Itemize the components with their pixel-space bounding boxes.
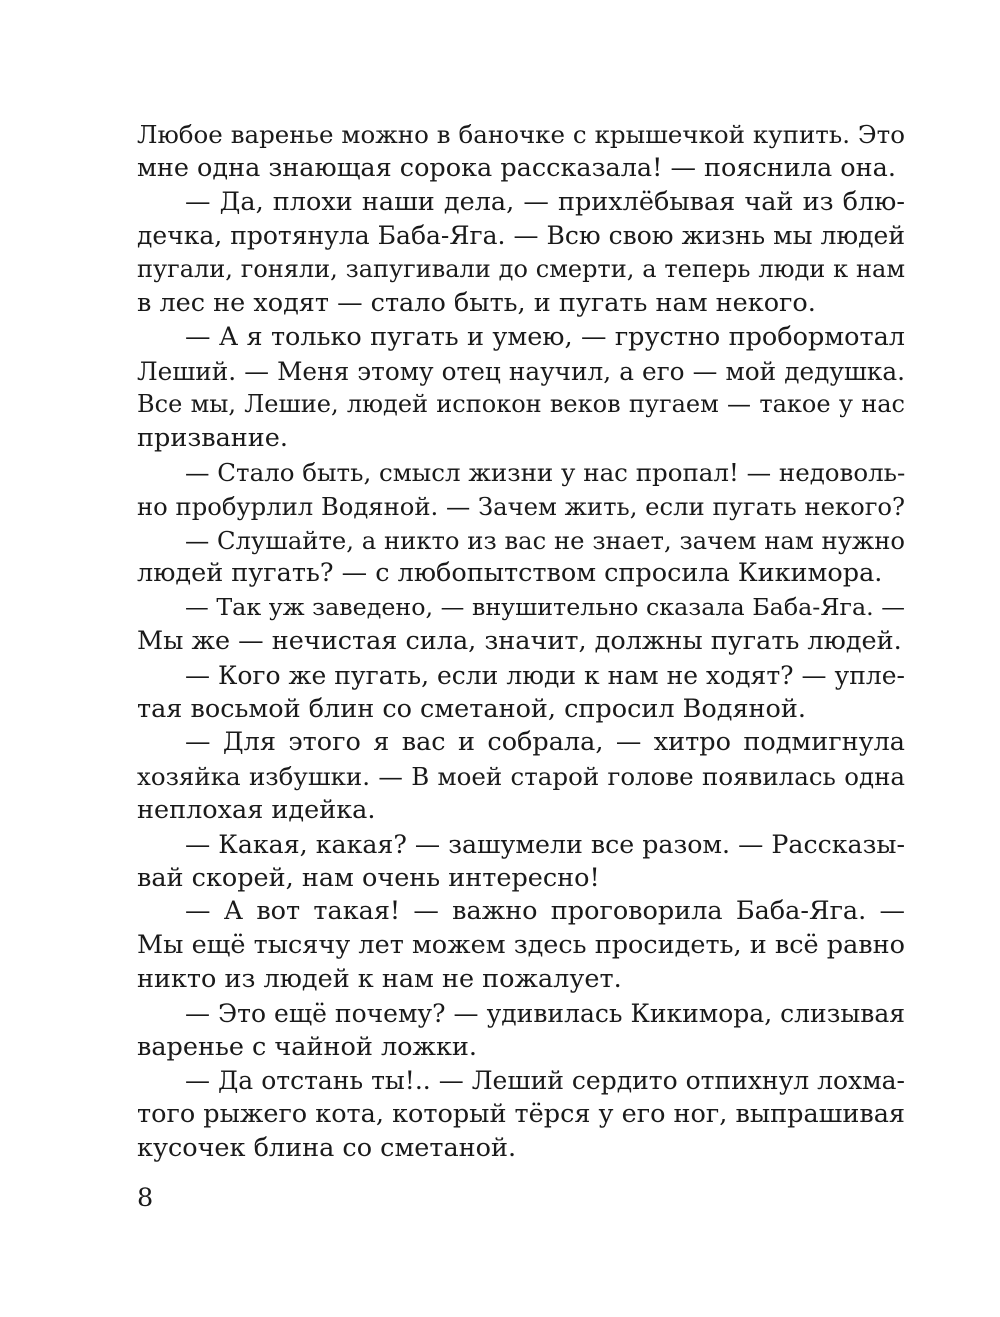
text-line: мне одна знающая сорока рассказала! — пояснила она. [137,152,896,183]
text-line: — А я только пугать и умею, — грустно пробормотал [185,321,905,352]
text-line: — Да отстань ты!.. — Леший сердито отпихнул лохма- [185,1066,905,1096]
text-line: того рыжего кота, который тёрся у его ног, выпрашивая [137,1099,906,1130]
text-line: — А вот такая! — важно проговорила Баба-Яга. — [185,896,905,927]
text-line: дечка, протянула Баба-Яга. — Всю свою жизнь мы людей [137,221,905,251]
text-line: но пробурлил Водяной. — Зачем жить, если пугать некого? [137,491,905,521]
text-line: Все мы, Лешие, людей испокон веков пугаем — такое у нас [137,390,905,419]
text-line: Мы ещё тысячу лет можем здесь просидеть, и всё равно [137,930,905,961]
body-text [137,118,905,1166]
page-number: 8 [137,1183,154,1213]
text-line: тая восьмой блин со сметаной, спросил Водяной. [137,693,806,724]
text-line: неплохая идейка. [137,794,376,825]
text-line: — Так уж заведено, — внушительно сказала Баба-Яга. — [185,593,905,622]
text-line: — Это ещё почему? — удивилась Кикимора, слизывая [185,998,905,1028]
text-line: Мы же — нечистая сила, значит, должны пугать людей. [137,625,902,656]
text-line: Леший. — Меня этому отец научил, а его — мой дедушка. [137,356,905,386]
text-line: пугали, гоняли, запугивали до смерти, а теперь люди к нам [137,255,905,284]
text-line: в лес не ходят — стало быть, и пугать нам некого. [137,287,816,318]
text-line: — Кого же пугать, если люди к нам не ходят? — упле- [185,660,905,690]
text-line: — Слушайте, а никто из вас не знает, зачем нам нужно [185,525,905,555]
text-line: варенье с чайной ложки. [137,1031,477,1062]
text-line: людей пугать? — с любопытством спросила Кикимора. [137,558,883,589]
text-line: — Какая, какая? — зашумели все разом. — Рассказы- [185,829,905,859]
text-line: хозяйка избушки. — В моей старой голове появилась одна [137,762,905,792]
text-line: призвание. [137,423,288,454]
text-line: — Да, плохи наши дела, — прихлёбывая чай из блю- [185,186,905,217]
text-line: — Для этого я вас и собрала, — хитро подмигнула [185,727,905,758]
text-line: кусочек блина со сметаной. [137,1132,517,1163]
text-line: — Стало быть, смысл жизни у нас пропал! — недоволь- [185,457,906,487]
text-line: Любое варенье можно в баночке с крышечкой купить. Это [137,120,905,149]
text-line: никто из людей к нам не пожалует. [137,963,622,994]
text-line: вай скорей, нам очень интересно! [137,862,600,893]
